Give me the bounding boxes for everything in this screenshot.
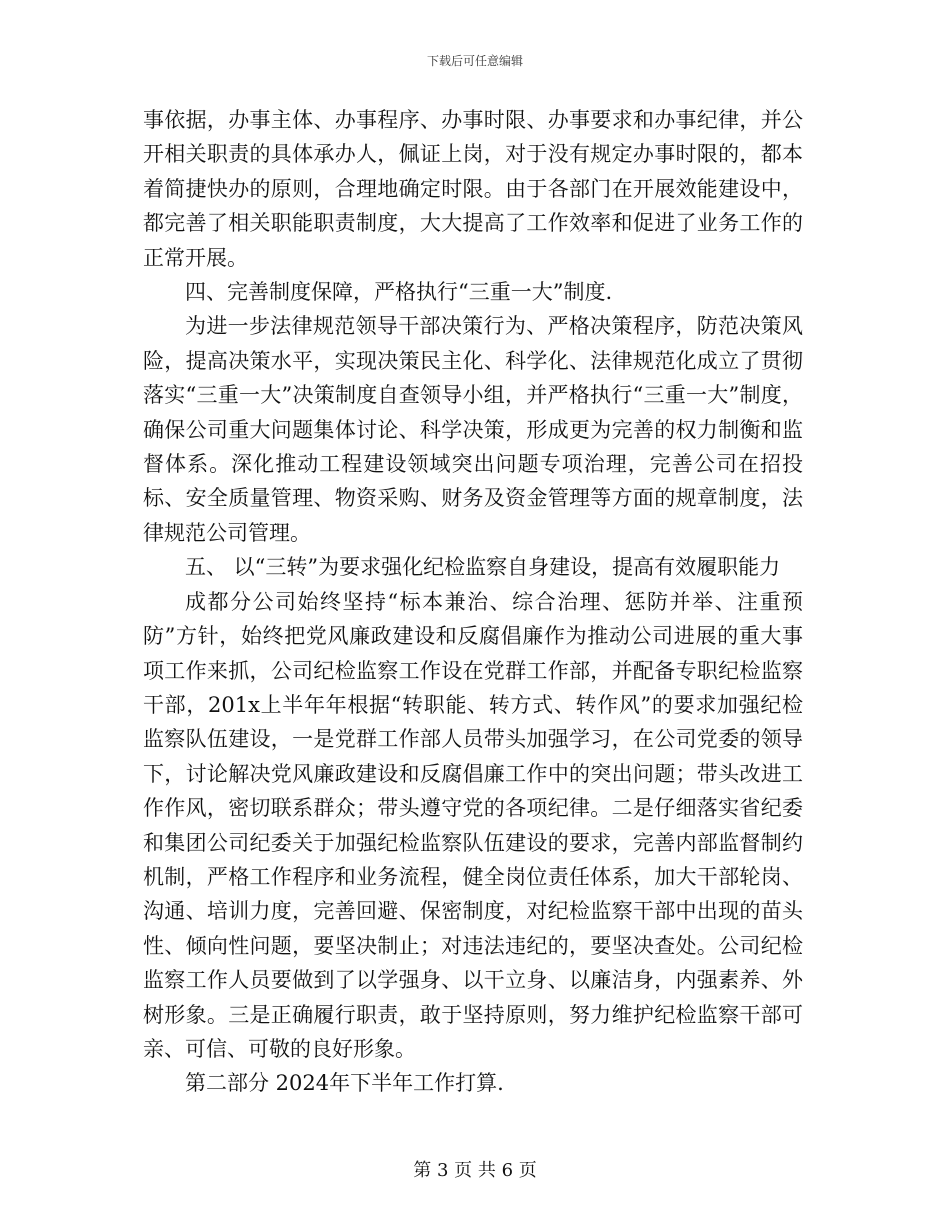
paragraph-continuation: 事依据，办事主体、办事程序、办事时限、办事要求和办事纪律，并公开相关职责的具体承办人，佩证上岗，对于没有规定办事时限的，都本着简捷快办的原则，合理地确定时限。由于各部门在开展效能建设中，都完善了相关职能职责制度，大大提高了工作效率和促进了业务工作的正常开展。 — [143, 108, 803, 270]
paragraph-discipline-inspection: 成都分公司始终坚持“标本兼治、综合治理、惩防并举、注重预防”方针，始终把党风廉政建设和反腐倡廉作为推动公司进展的重大事项工作来抓，公司纪检监察工作设在党群工作部，并配备专职纪检监察干部，201x上半年年根据“转职能、转方式、转作风”的要求加强纪检监察队伍建设，一是党群工作部人员带头加强学习，在公司党委的领导下，讨论解决党风廉政建设和反腐倡廉工作中的突出问题；带头改进工作作风，密切联系群众；带头遵守党的各项纪律。二是仔细落实省纪委和集团公司纪委关于加强纪检监察队伍建设的要求，完善内部监督制约机制，严格工作程序和业务流程，健全岗位责任体系，加大干部轮岗、沟通、培训力度，完善回避、保密制度，对纪检监察干部中出现的苗头性、倾向性问题，要坚决制止；对违法违纪的，要坚决查处。公司纪检监察工作人员要做到了以学强身、以干立身、以廉洁身，内强素养、外树形象。三是正确履行职责，敢于坚持原则，努力维护纪检监察干部可亲、可信、可敬的良好形象。 — [143, 589, 803, 1061]
section-heading-four: 四、完善制度保障，严格执行“三重一大”制度. — [185, 280, 613, 305]
document-body — [143, 103, 803, 1101]
page-header-note: 下载后可任意编辑 — [426, 54, 523, 68]
section-heading-five: 五、 以“三转”为要求强化纪检监察自身建设，提高有效履职能力 — [185, 555, 781, 580]
page-number: 第 3 页 共 6 页 — [413, 1160, 537, 1181]
paragraph-decision-system: 为进一步法律规范领导干部决策行为、严格决策程序，防范决策风险，提高决策水平，实现决策民主化、科学化、法律规范化成立了贯彻落实“三重一大”决策制度自查领导小组，并严格执行“三重一大”制度，确保公司重大问题集体讨论、科学决策，形成更为完善的权力制衡和监督体系。深化推动工程建设领域突出问题专项治理，完善公司在招投标、安全质量管理、物资采购、财务及资金管理等方面的规章制度，法律规范公司管理。 — [143, 314, 803, 545]
part-two-heading: 第二部分 2024年下半年工作打算. — [185, 1071, 504, 1096]
